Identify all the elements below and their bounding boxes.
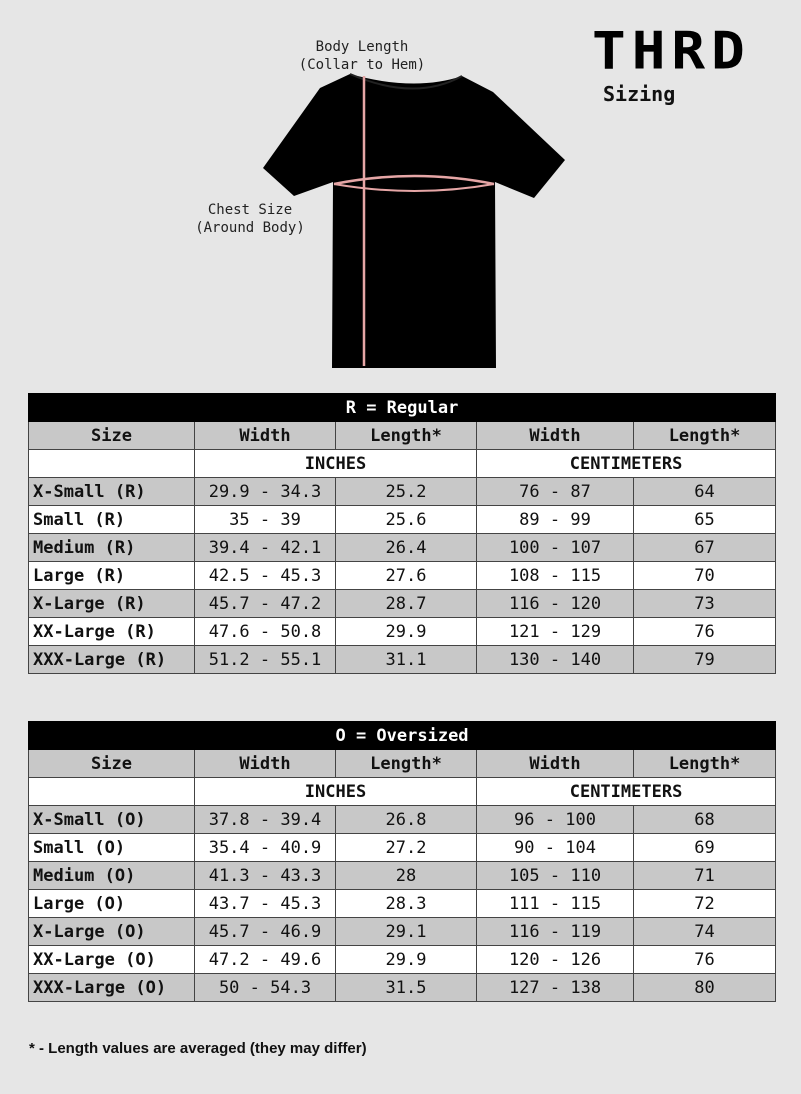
size-cell: Large (O) [29, 890, 195, 918]
length-cm-cell: 76 [634, 946, 776, 974]
width-cm-cell: 116 - 120 [477, 590, 634, 618]
length-cm-cell: 79 [634, 646, 776, 674]
size-cell: X-Large (R) [29, 590, 195, 618]
table-row [29, 562, 776, 590]
regular-size-table [28, 393, 776, 674]
width-in-cell: 37.8 - 39.4 [195, 806, 336, 834]
size-cell: X-Small (R) [29, 478, 195, 506]
length-cm-cell: 80 [634, 974, 776, 1002]
table-row [29, 946, 776, 974]
table-row [29, 478, 776, 506]
chest-label-line1: Chest Size [207, 202, 293, 218]
width-in-cell: 45.7 - 46.9 [195, 918, 336, 946]
body-length-label-line2: (Collar to Hem) [298, 57, 426, 73]
regular-table-body [29, 478, 776, 674]
col-width-in: Width [195, 422, 336, 450]
length-cm-cell: 74 [634, 918, 776, 946]
length-in-cell: 27.2 [336, 834, 477, 862]
length-in-cell: 31.1 [336, 646, 477, 674]
col-size: Size [29, 422, 195, 450]
length-cm-cell: 76 [634, 618, 776, 646]
col-length-cm: Length* [634, 750, 776, 778]
length-cm-cell: 73 [634, 590, 776, 618]
col-length-cm: Length* [634, 422, 776, 450]
size-cell: XXX-Large (R) [29, 646, 195, 674]
length-in-cell: 25.6 [336, 506, 477, 534]
unit-centimeters: CENTIMETERS [477, 450, 776, 478]
table-row [29, 890, 776, 918]
length-in-cell: 29.9 [336, 946, 477, 974]
brand-logo: THRD [592, 21, 751, 82]
width-cm-cell: 90 - 104 [477, 834, 634, 862]
chest-label-line2: (Around Body) [195, 220, 305, 236]
col-length-in: Length* [336, 422, 477, 450]
width-in-cell: 39.4 - 42.1 [195, 534, 336, 562]
length-in-cell: 26.4 [336, 534, 477, 562]
oversized-table-body [29, 806, 776, 1002]
length-in-cell: 28.7 [336, 590, 477, 618]
footnote: * - Length values are averaged (they may differ) [29, 1040, 367, 1057]
length-in-cell: 26.8 [336, 806, 477, 834]
table-row [29, 618, 776, 646]
chest-size-label [185, 201, 315, 237]
length-cm-cell: 67 [634, 534, 776, 562]
width-in-cell: 43.7 - 45.3 [195, 890, 336, 918]
table-row [29, 506, 776, 534]
width-cm-cell: 105 - 110 [477, 862, 634, 890]
unit-inches: INCHES [195, 778, 477, 806]
unit-centimeters: CENTIMETERS [477, 778, 776, 806]
width-cm-cell: 121 - 129 [477, 618, 634, 646]
size-cell: Small (R) [29, 506, 195, 534]
width-cm-cell: 111 - 115 [477, 890, 634, 918]
length-in-cell: 27.6 [336, 562, 477, 590]
width-in-cell: 45.7 - 47.2 [195, 590, 336, 618]
unit-inches: INCHES [195, 450, 477, 478]
table-row [29, 974, 776, 1002]
col-size: Size [29, 750, 195, 778]
length-cm-cell: 69 [634, 834, 776, 862]
col-length-in: Length* [336, 750, 477, 778]
width-in-cell: 29.9 - 34.3 [195, 478, 336, 506]
width-in-cell: 47.2 - 49.6 [195, 946, 336, 974]
width-cm-cell: 120 - 126 [477, 946, 634, 974]
size-cell: XX-Large (R) [29, 618, 195, 646]
size-cell: XXX-Large (O) [29, 974, 195, 1002]
size-cell: Medium (O) [29, 862, 195, 890]
width-cm-cell: 96 - 100 [477, 806, 634, 834]
regular-table-title: R = Regular [29, 394, 776, 422]
table-row [29, 646, 776, 674]
width-cm-cell: 100 - 107 [477, 534, 634, 562]
size-cell: X-Small (O) [29, 806, 195, 834]
length-cm-cell: 65 [634, 506, 776, 534]
width-in-cell: 50 - 54.3 [195, 974, 336, 1002]
table-row [29, 806, 776, 834]
width-cm-cell: 76 - 87 [477, 478, 634, 506]
table-row [29, 834, 776, 862]
col-width-cm: Width [477, 750, 634, 778]
brand-subtitle: Sizing [603, 82, 676, 106]
size-cell: Large (R) [29, 562, 195, 590]
table-row [29, 590, 776, 618]
length-cm-cell: 68 [634, 806, 776, 834]
length-in-cell: 25.2 [336, 478, 477, 506]
table-row [29, 918, 776, 946]
length-in-cell: 29.9 [336, 618, 477, 646]
oversized-table-title: O = Oversized [29, 722, 776, 750]
width-cm-cell: 127 - 138 [477, 974, 634, 1002]
unit-blank [29, 778, 195, 806]
width-in-cell: 35.4 - 40.9 [195, 834, 336, 862]
col-width-cm: Width [477, 422, 634, 450]
width-in-cell: 41.3 - 43.3 [195, 862, 336, 890]
table-row [29, 534, 776, 562]
width-in-cell: 51.2 - 55.1 [195, 646, 336, 674]
width-in-cell: 47.6 - 50.8 [195, 618, 336, 646]
width-cm-cell: 89 - 99 [477, 506, 634, 534]
size-cell: X-Large (O) [29, 918, 195, 946]
length-cm-cell: 72 [634, 890, 776, 918]
width-cm-cell: 130 - 140 [477, 646, 634, 674]
col-width-in: Width [195, 750, 336, 778]
length-cm-cell: 70 [634, 562, 776, 590]
length-cm-cell: 64 [634, 478, 776, 506]
size-cell: Medium (R) [29, 534, 195, 562]
body-length-label [292, 38, 432, 74]
unit-blank [29, 450, 195, 478]
width-cm-cell: 116 - 119 [477, 918, 634, 946]
length-in-cell: 29.1 [336, 918, 477, 946]
width-in-cell: 35 - 39 [195, 506, 336, 534]
length-in-cell: 31.5 [336, 974, 477, 1002]
length-in-cell: 28 [336, 862, 477, 890]
table-row [29, 862, 776, 890]
width-cm-cell: 108 - 115 [477, 562, 634, 590]
width-in-cell: 42.5 - 45.3 [195, 562, 336, 590]
oversized-size-table [28, 721, 776, 1002]
size-cell: Small (O) [29, 834, 195, 862]
length-cm-cell: 71 [634, 862, 776, 890]
length-in-cell: 28.3 [336, 890, 477, 918]
tshirt-diagram [0, 0, 801, 390]
size-cell: XX-Large (O) [29, 946, 195, 974]
body-length-label-line1: Body Length [315, 39, 409, 55]
